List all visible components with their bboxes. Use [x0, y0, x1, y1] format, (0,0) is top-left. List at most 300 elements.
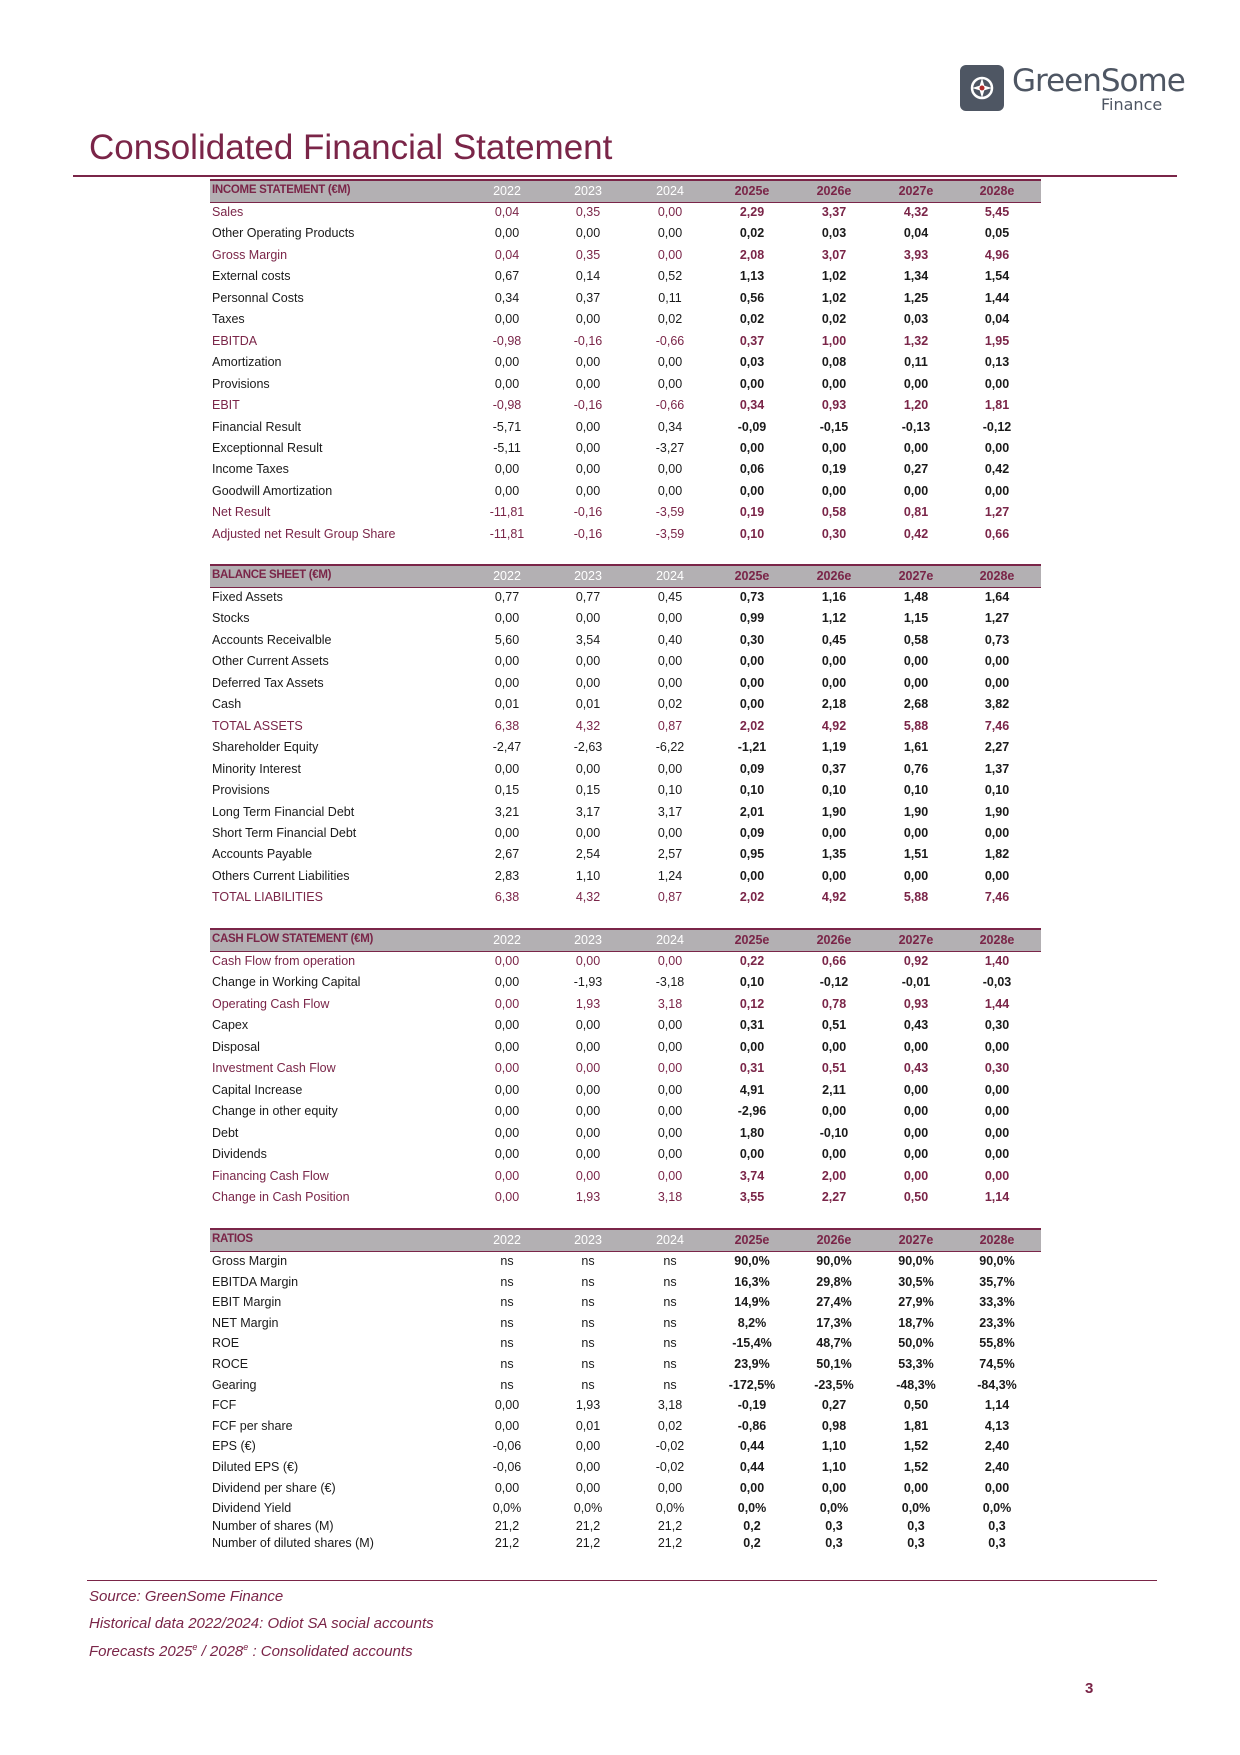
table-cell: 1,27 — [984, 611, 1010, 626]
row-label: Amortization — [212, 355, 282, 370]
table-cell: -0,16 — [573, 526, 603, 541]
table-row — [210, 1533, 1041, 1554]
row-label: Fixed Assets — [212, 590, 283, 604]
table-cell: ns — [663, 1336, 677, 1351]
year-header: 2022 — [493, 569, 521, 583]
table-cell: 3,17 — [575, 804, 601, 819]
table-row — [210, 1354, 1041, 1375]
table-cell: 0,93 — [821, 398, 847, 413]
table-cell: -0,66 — [655, 333, 685, 348]
table-cell: 0,45 — [657, 590, 683, 604]
table-row — [210, 202, 1041, 223]
table-cell: 2,02 — [739, 718, 765, 733]
year-header: 2022 — [493, 933, 521, 947]
table-cell: 0,00 — [903, 1082, 929, 1097]
table-cell: 0,00 — [821, 483, 847, 498]
table-row — [210, 673, 1041, 694]
table-cell: -0,13 — [901, 419, 931, 434]
table-cell: 0,37 — [821, 761, 847, 776]
table-row — [210, 587, 1041, 608]
year-header: 2023 — [574, 1233, 602, 1247]
table-cell: 0,00 — [984, 1082, 1010, 1097]
table-cell: 2,67 — [494, 847, 520, 862]
table-cell: 35,7% — [979, 1274, 1015, 1289]
table-cell: 0,00 — [821, 675, 847, 690]
table-cell: -0,02 — [655, 1460, 685, 1474]
table-cell: 0,00 — [821, 1147, 847, 1162]
table-cell: 6,38 — [494, 718, 520, 733]
table-cell: 1,12 — [821, 611, 847, 626]
table-cell: 0,3 — [825, 1535, 843, 1550]
year-header: 2024 — [656, 933, 684, 947]
table-cell: 3,55 — [739, 1189, 765, 1204]
table-cell: 0,06 — [739, 462, 765, 477]
table-cell: 0,34 — [657, 419, 683, 434]
table-cell: 0,44 — [739, 1439, 765, 1454]
table-cell: 0,00 — [739, 440, 765, 455]
table-cell: 0,00 — [657, 1125, 683, 1140]
row-label: Net Result — [212, 505, 271, 520]
table-cell: 0,2 — [743, 1535, 761, 1550]
row-label: Long Term Financial Debt — [212, 804, 355, 819]
table-row — [210, 331, 1041, 352]
compass-icon — [960, 65, 1004, 111]
table-cell: 1,80 — [739, 1125, 765, 1140]
table-row — [210, 759, 1041, 780]
table-row — [210, 1292, 1041, 1313]
table-cell: -0,06 — [492, 1439, 522, 1454]
table-cell: -0,02 — [655, 1439, 685, 1454]
table-row — [210, 352, 1041, 373]
table-cell: 0,27 — [821, 1398, 847, 1413]
table-cell: 0,00 — [903, 440, 929, 455]
logo-name: GreenSome — [1012, 63, 1185, 99]
table-cell: 0,04 — [494, 247, 520, 262]
table-cell: 0,00 — [575, 1147, 601, 1162]
table-cell: 0,00 — [657, 1104, 683, 1119]
table-cell: 1,10 — [821, 1439, 847, 1454]
table-cell: 1,32 — [903, 333, 929, 348]
table-cell: 0,66 — [984, 526, 1010, 541]
table-cell: 2,11 — [822, 1082, 846, 1097]
row-label: Financing Cash Flow — [212, 1168, 329, 1183]
row-label: Disposal — [212, 1039, 260, 1054]
source-note: Source: GreenSome Finance — [89, 1588, 284, 1605]
table-cell: 2,18 — [821, 697, 847, 712]
table-cell: 0,87 — [657, 718, 683, 733]
row-label: Accounts Payable — [212, 847, 313, 862]
table-cell: 2,02 — [739, 890, 765, 905]
row-label: Dividend Yield — [212, 1501, 292, 1516]
table-cell: -0,12 — [982, 419, 1012, 434]
table-cell: 1,25 — [903, 290, 929, 305]
table-cell: 0,52 — [657, 269, 683, 284]
table-cell: 0,00 — [575, 1460, 601, 1474]
table-cell: 0,00 — [575, 1082, 601, 1097]
table-cell: 2,40 — [984, 1460, 1010, 1474]
table-cell: -84,3% — [977, 1377, 1017, 1392]
table-cell: 0,00 — [821, 1480, 847, 1495]
table-cell: -0,09 — [737, 419, 767, 434]
table-cell: 1,19 — [821, 740, 847, 755]
section-title: RATIOS — [212, 1233, 253, 1245]
table-cell: 0,00 — [657, 1147, 683, 1162]
row-label: Capex — [212, 1018, 249, 1033]
year-header: 2026e — [816, 1233, 852, 1247]
table-cell: 0,34 — [494, 290, 520, 305]
table-cell: 0,00 — [657, 247, 683, 262]
table-row — [210, 1457, 1041, 1478]
table-cell: 0,00 — [903, 825, 929, 840]
table-cell: ns — [663, 1254, 677, 1268]
table-row — [210, 524, 1041, 545]
table-cell: 1,44 — [984, 996, 1010, 1011]
table-cell: 0,04 — [494, 205, 520, 219]
table-cell: 0,51 — [821, 1061, 847, 1076]
table-cell: 0,00 — [494, 825, 520, 840]
table-cell: 0,08 — [821, 355, 847, 370]
year-header: 2025e — [734, 1233, 770, 1247]
table-cell: 0,00 — [657, 462, 683, 477]
table-cell: 1,16 — [821, 590, 847, 604]
row-label: Goodwill Amortization — [212, 483, 333, 498]
logo — [960, 63, 1185, 115]
footer-divider — [87, 1580, 1157, 1581]
section-header — [210, 179, 1041, 203]
table-cell: 8,2% — [737, 1315, 767, 1330]
table-cell: ns — [581, 1295, 595, 1310]
table-cell: 3,18 — [657, 996, 683, 1011]
table-cell: 0,00 — [657, 825, 683, 840]
table-cell: 0,00 — [657, 205, 683, 219]
table-cell: 3,18 — [657, 1398, 683, 1413]
table-cell: 0,00 — [739, 1147, 765, 1162]
table-cell: 23,9% — [734, 1357, 770, 1371]
table-cell: 1,52 — [903, 1460, 929, 1474]
year-header: 2028e — [979, 569, 1015, 583]
table-cell: -48,3% — [896, 1377, 936, 1392]
table-cell: ns — [581, 1377, 595, 1392]
year-header: 2025e — [734, 184, 770, 198]
table-cell: 0,51 — [821, 1018, 847, 1033]
table-cell: -3,59 — [655, 505, 685, 520]
table-cell: 0,2 — [743, 1518, 761, 1533]
forecast-note-suffix: : Consolidated accounts — [248, 1643, 413, 1660]
table-cell: 0,00 — [494, 312, 520, 327]
table-cell: 0,00 — [821, 868, 847, 883]
table-cell: 0,00 — [494, 996, 520, 1011]
table-cell: 0,00 — [657, 1082, 683, 1097]
table-cell: 0,00 — [657, 1168, 683, 1183]
table-cell: -3,18 — [655, 975, 685, 990]
table-cell: 0,00 — [821, 825, 847, 840]
table-cell: 4,92 — [821, 718, 847, 733]
table-row — [210, 780, 1041, 801]
table-cell: 0,00 — [739, 1039, 765, 1054]
table-cell: 4,91 — [739, 1082, 765, 1097]
table-cell: 21,2 — [494, 1535, 520, 1550]
table-cell: 0,77 — [575, 590, 601, 604]
table-cell: 0,0% — [982, 1501, 1012, 1516]
table-row — [210, 1166, 1041, 1187]
row-label: TOTAL LIABILITIES — [212, 890, 323, 905]
table-cell: 0,10 — [903, 783, 929, 798]
table-cell: 0,00 — [575, 954, 601, 968]
table-cell: 0,45 — [821, 632, 847, 647]
row-label: TOTAL ASSETS — [212, 718, 303, 733]
table-cell: 0,93 — [903, 996, 929, 1011]
table-cell: 0,00 — [903, 1147, 929, 1162]
table-cell: 0,00 — [657, 611, 683, 626]
year-header: 2023 — [574, 933, 602, 947]
table-cell: 0,00 — [575, 1168, 601, 1183]
row-label: Others Current Liabilities — [212, 868, 350, 883]
table-cell: 16,3% — [734, 1274, 770, 1289]
table-cell: 0,00 — [821, 440, 847, 455]
table-cell: 0,04 — [903, 226, 929, 241]
table-cell: 1,37 — [984, 761, 1010, 776]
table-cell: 0,01 — [575, 1418, 601, 1433]
row-label: Minority Interest — [212, 761, 301, 776]
table-cell: 0,01 — [494, 697, 520, 712]
table-cell: 0,00 — [575, 1061, 601, 1076]
table-cell: 2,00 — [821, 1168, 847, 1183]
table-cell: 0,00 — [494, 462, 520, 477]
table-cell: 0,95 — [739, 847, 765, 862]
table-cell: 1,90 — [821, 804, 847, 819]
table-cell: 74,5% — [979, 1357, 1015, 1371]
table-row — [210, 887, 1041, 908]
table-cell: 0,00 — [984, 1480, 1010, 1495]
table-cell: 33,3% — [979, 1295, 1015, 1310]
table-cell: 27,9% — [898, 1295, 934, 1310]
table-cell: 3,74 — [739, 1168, 765, 1183]
table-row — [210, 951, 1041, 972]
row-label: Stocks — [212, 611, 250, 626]
table-cell: ns — [663, 1295, 677, 1310]
table-cell: 0,00 — [657, 654, 683, 669]
table-cell: 0,15 — [575, 783, 601, 798]
table-row — [210, 1080, 1041, 1101]
table-cell: 5,45 — [984, 205, 1010, 219]
row-label: Number of shares (M) — [212, 1518, 334, 1533]
row-label: Provisions — [212, 376, 270, 391]
year-header: 2023 — [574, 569, 602, 583]
table-cell: 0,00 — [657, 483, 683, 498]
table-cell: 1,14 — [984, 1189, 1010, 1204]
row-label: Other Current Assets — [212, 654, 329, 669]
table-cell: 1,82 — [984, 847, 1010, 862]
table-cell: ns — [663, 1357, 677, 1371]
table-cell: 0,00 — [984, 825, 1010, 840]
table-row — [210, 994, 1041, 1015]
table-cell: 0,12 — [739, 996, 765, 1011]
table-cell: 1,24 — [657, 868, 683, 883]
row-label: Change in Working Capital — [212, 975, 361, 990]
table-cell: 0,00 — [494, 226, 520, 241]
table-cell: 0,00 — [903, 376, 929, 391]
table-cell: 0,00 — [821, 1039, 847, 1054]
table-cell: 0,00 — [903, 675, 929, 690]
table-cell: 0,02 — [739, 226, 765, 241]
table-cell: 0,00 — [984, 675, 1010, 690]
table-cell: 0,02 — [657, 312, 683, 327]
row-label: NET Margin — [212, 1315, 279, 1330]
table-cell: 0,58 — [821, 505, 847, 520]
table-cell: ns — [500, 1336, 514, 1351]
table-cell: 1,52 — [903, 1439, 929, 1454]
table-cell: 2,57 — [657, 847, 683, 862]
table-cell: 0,0% — [492, 1501, 522, 1516]
table-cell: -0,98 — [492, 398, 522, 413]
table-cell: 2,01 — [739, 804, 765, 819]
table-cell: 48,7% — [816, 1336, 852, 1351]
table-cell: -1,21 — [737, 740, 767, 755]
table-cell: 1,61 — [903, 740, 929, 755]
table-row — [210, 694, 1041, 715]
year-header: 2027e — [898, 184, 934, 198]
table-cell: 21,2 — [657, 1535, 683, 1550]
table-cell: 1,90 — [903, 804, 929, 819]
table-cell: 0,00 — [494, 1398, 520, 1413]
table-cell: 0,00 — [739, 868, 765, 883]
table-cell: 0,00 — [494, 975, 520, 990]
table-cell: 0,37 — [739, 333, 765, 348]
row-label: Accounts Receivalble — [212, 632, 332, 647]
table-cell: 0,00 — [494, 1125, 520, 1140]
table-cell: -5,11 — [493, 440, 521, 455]
table-cell: 2,08 — [739, 247, 765, 262]
forecast-note-mid: / 2028 — [197, 1643, 244, 1660]
year-header: 2023 — [574, 184, 602, 198]
table-cell: 0,00 — [575, 1439, 601, 1454]
row-label: Taxes — [212, 312, 245, 327]
table-cell: 4,32 — [575, 890, 601, 905]
table-cell: 2,40 — [984, 1439, 1010, 1454]
table-cell: 27,4% — [816, 1295, 852, 1310]
table-cell: 1,64 — [984, 590, 1010, 604]
table-cell: 0,00 — [575, 419, 601, 434]
table-cell: 3,93 — [903, 247, 929, 262]
table-cell: 1,34 — [903, 269, 929, 284]
table-cell: ns — [500, 1377, 514, 1392]
table-cell: 0,42 — [984, 462, 1010, 477]
table-cell: -1,93 — [573, 975, 603, 990]
table-cell: 1,20 — [903, 398, 929, 413]
table-cell: 0,34 — [739, 398, 765, 413]
row-label: Debt — [212, 1125, 239, 1140]
table-cell: 0,00 — [575, 1104, 601, 1119]
table-cell: 0,78 — [821, 996, 847, 1011]
table-row — [210, 1272, 1041, 1293]
table-cell: 0,00 — [903, 1039, 929, 1054]
table-cell: 90,0% — [898, 1254, 934, 1268]
row-label: Sales — [212, 205, 244, 219]
table-cell: 2,68 — [903, 697, 929, 712]
year-header: 2025e — [734, 569, 770, 583]
table-cell: 55,8% — [979, 1336, 1015, 1351]
table-cell: 1,93 — [575, 996, 601, 1011]
table-row — [210, 823, 1041, 844]
section-header — [210, 1228, 1041, 1252]
table-cell: 1,13 — [739, 269, 765, 284]
table-cell: 0,01 — [575, 697, 601, 712]
table-cell: 0,00 — [494, 1189, 520, 1204]
year-header: 2024 — [656, 1233, 684, 1247]
table-row — [210, 844, 1041, 865]
table-cell: 0,81 — [903, 505, 929, 520]
table-cell: 0,02 — [657, 1418, 683, 1433]
table-cell: 0,00 — [575, 226, 601, 241]
table-row — [210, 459, 1041, 480]
table-cell: 0,00 — [494, 376, 520, 391]
table-cell: 0,10 — [821, 783, 847, 798]
table-cell: 90,0% — [816, 1254, 852, 1268]
table-cell: 1,40 — [984, 954, 1010, 968]
year-header: 2028e — [979, 933, 1015, 947]
table-cell: 0,00 — [575, 1039, 601, 1054]
table-cell: ns — [500, 1254, 514, 1268]
table-cell: 0,03 — [821, 226, 847, 241]
table-cell: 0,15 — [494, 783, 520, 798]
table-cell: 5,88 — [903, 890, 929, 905]
table-cell: 0,10 — [739, 526, 765, 541]
table-cell: 5,60 — [494, 632, 520, 647]
section-header — [210, 928, 1041, 952]
table-cell: 3,37 — [821, 205, 847, 219]
table-cell: 1,10 — [821, 1460, 847, 1474]
year-header: 2026e — [816, 569, 852, 583]
table-cell: 0,00 — [494, 954, 520, 968]
table-cell: 0,00 — [494, 1418, 520, 1433]
table-cell: 0,00 — [657, 376, 683, 391]
table-cell: 0,00 — [657, 1480, 683, 1495]
row-label: Gearing — [212, 1377, 257, 1392]
table-row — [210, 1478, 1041, 1499]
table-cell: 0,42 — [903, 526, 929, 541]
table-cell: ns — [500, 1274, 514, 1289]
table-cell: 0,35 — [575, 247, 601, 262]
table-cell: 0,00 — [739, 376, 765, 391]
title-divider — [73, 175, 1177, 177]
table-cell: 0,00 — [984, 440, 1010, 455]
forecast-note-prefix: Forecasts 2025 — [89, 1643, 193, 1660]
table-cell: 0,00 — [575, 376, 601, 391]
table-cell: 0,00 — [657, 1061, 683, 1076]
table-cell: 0,00 — [575, 440, 601, 455]
table-cell: 0,00 — [575, 654, 601, 669]
table-cell: 0,3 — [988, 1518, 1006, 1533]
year-header: 2024 — [656, 569, 684, 583]
table-cell: 0,35 — [575, 205, 601, 219]
row-label: Deferred Tax Assets — [212, 675, 324, 690]
table-cell: 0,10 — [739, 783, 765, 798]
table-cell: 0,30 — [984, 1018, 1010, 1033]
table-cell: 0,00 — [903, 1104, 929, 1119]
row-label: Financial Result — [212, 419, 301, 434]
table-cell: 7,46 — [984, 718, 1010, 733]
table-cell: 0,00 — [739, 483, 765, 498]
table-cell: 0,00 — [821, 654, 847, 669]
table-cell: -0,86 — [737, 1418, 767, 1433]
table-cell: 0,30 — [984, 1061, 1010, 1076]
table-cell: -3,59 — [655, 526, 685, 541]
table-cell: 0,00 — [657, 355, 683, 370]
table-cell: 0,50 — [903, 1189, 929, 1204]
table-cell: -2,47 — [492, 740, 522, 755]
table-cell: 0,44 — [739, 1460, 765, 1474]
table-cell: 0,30 — [739, 632, 765, 647]
